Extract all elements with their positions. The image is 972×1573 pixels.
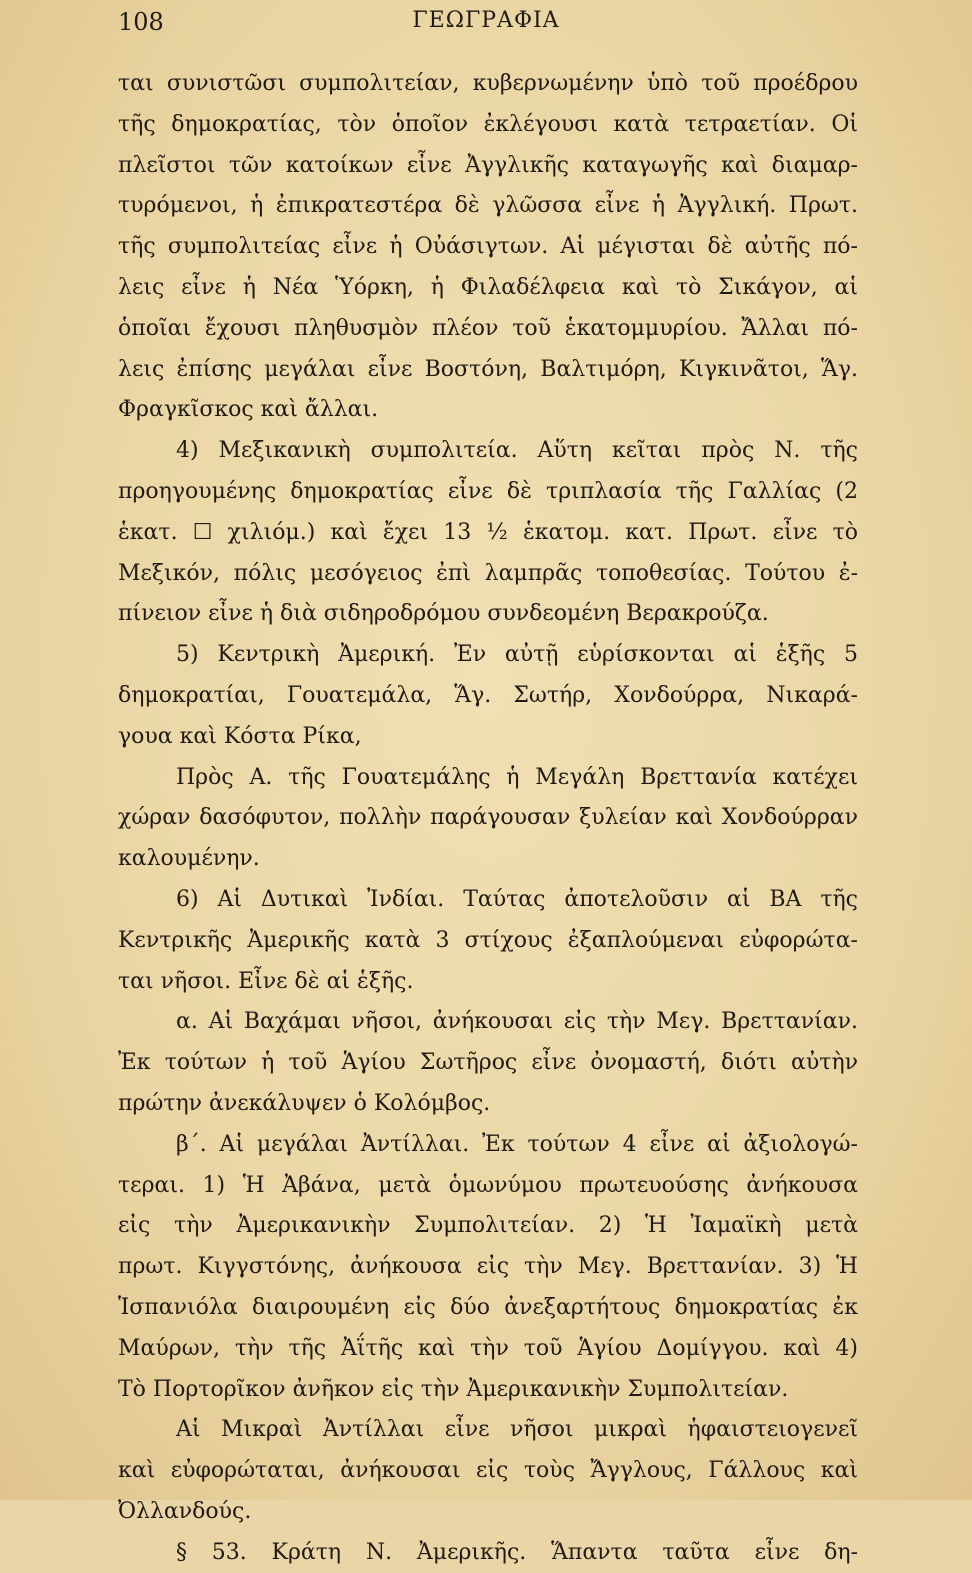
text-line: § 53. Κράτη Ν. Ἀμερικῆς. Ἅπαντα ταῦτα εἶνε δη- — [176, 1539, 858, 1565]
text-line: χώραν δασόφυτον, πολλὴν παράγουσαν ξυλείαν καὶ Χονδούρραν — [118, 805, 858, 831]
text-line: τῆς συμπολιτείας εἶνε ἡ Οὐάσιγτων. Αἱ μέγισται δὲ αὐτῆς πό- — [118, 234, 858, 260]
text-line: πρώτην ἀνεκάλυψεν ὁ Κολόμβος. — [118, 1090, 491, 1116]
text-line: Φραγκῖσκος καὶ ἄλλαι. — [118, 397, 379, 423]
text-line: λεις ἐπίσης μεγάλαι εἶνε Βοστόνη, Βαλτιμόρη, Κιγκινᾶτοι, Ἅγ. — [118, 356, 858, 382]
text-line: πλεῖστοι τῶν κατοίκων εἶνε Ἀγγλικῆς καταγωγῆς καὶ διαμαρ- — [118, 152, 858, 178]
body-text — [118, 64, 858, 1573]
text-line: πρωτ. Κιγγστόνης, ἀνήκουσα εἰς τὴν Μεγ. Βρεττανίαν. 3) Ἡ — [118, 1254, 858, 1280]
text-line: β΄. Αἱ μεγάλαι Ἀντίλλαι. Ἐκ τούτων 4 εἶνε αἱ ἀξιολογώ- — [176, 1131, 858, 1157]
text-line: Τὸ Πορτορῖκον ἀνῆκον εἰς τὴν Ἀμερικανικὴν Συμπολιτείαν. — [118, 1376, 789, 1402]
page-header — [118, 8, 854, 48]
text-line: πίνειον εἶνε ἡ διὰ σιδηροδρόμου συνδεομένη Βερακρούζα. — [118, 601, 769, 627]
text-line: λεις εἶνε ἡ Νέα Ὑόρκη, ἡ Φιλαδέλφεια καὶ τὸ Σικάγον, αἱ — [118, 274, 858, 300]
text-line: τεραι. 1) Ἡ Ἀβάνα, μετὰ ὁμωνύμου πρωτευούσης ἀνήκουσα — [118, 1172, 858, 1198]
text-line: Μεξικόν, πόλις μεσόγειος ἐπὶ λαμπρᾶς τοποθεσίας. Τούτου ἐ- — [118, 560, 858, 586]
text-line: Μαύρων, τὴν τῆς Ἀΐτῆς καὶ τὴν τοῦ Ἁγίου Δομίγγου. καὶ 4) — [118, 1335, 858, 1361]
text-line: εἰς τὴν Ἀμερικανικὴν Συμπολιτείαν. 2) Ἡ Ἰαμαϊκὴ μετὰ — [118, 1213, 858, 1239]
text-line: τῆς δημοκρατίας, τὸν ὁποῖον ἐκλέγουσι κατὰ τετραετίαν. Οἱ — [118, 111, 858, 137]
text-line: δημοκρατίαι, Γουατεμάλα, Ἅγ. Σωτήρ, Χονδούρρα, Νικαρά- — [118, 682, 858, 708]
text-line: Ἱσπανιόλα διαιρουμένη εἰς δύο ἀνεξαρτήτους δημοκρατίας ἐκ — [118, 1294, 858, 1320]
text-line: ὁποῖαι ἔχουσι πληθυσμὸν πλέον τοῦ ἑκατομμυρίου. Ἄλλαι πό- — [118, 315, 858, 341]
page-number: 108 — [118, 8, 164, 36]
text-line: 6) Αἱ Δυτικαὶ Ἰνδίαι. Ταύτας ἀποτελοῦσιν αἱ ΒΑ τῆς — [176, 886, 858, 912]
text-line: α. Αἱ Βαχάμαι νῆσοι, ἀνήκουσαι εἰς τὴν Μεγ. Βρεττανίαν. — [176, 1009, 858, 1035]
text-line: γουα καὶ Κόστα Ρίκα, — [118, 723, 362, 749]
text-line: Κεντρικῆς Ἀμερικῆς κατὰ 3 στίχους ἐξαπλούμεναι εὐφορώτα- — [118, 927, 858, 953]
text-line: 5) Κεντρικὴ Ἀμερική. Ἐν αὐτῇ εὑρίσκονται αἱ ἑξῆς 5 — [176, 642, 858, 668]
text-line: Αἱ Μικραὶ Ἀντίλλαι εἶνε νῆσοι μικραὶ ἡφαιστειογενεῖ — [176, 1417, 858, 1443]
text-line: ται συνιστῶσι συμπολιτείαν, κυβερνωμένην ὑπὸ τοῦ προέδρου — [118, 71, 858, 96]
text-line: τυρόμενοι, ἡ ἐπικρατεστέρα δὲ γλῶσσα εἶνε ἡ Ἀγγλική. Πρωτ. — [118, 193, 858, 219]
text-line: Πρὸς Α. τῆς Γουατεμάλης ἡ Μεγάλη Βρεττανία κατέχει — [176, 764, 858, 790]
text-line: ται νῆσοι. Εἶνε δὲ αἱ ἑξῆς. — [118, 968, 414, 994]
text-line: ἑκατ. ☐ χιλιόμ.) καὶ ἔχει 13 ½ ἑκατομ. κατ. Πρωτ. εἶνε τὸ — [118, 519, 858, 545]
text-line: Ὀλλανδούς. — [118, 1498, 252, 1524]
text-line: καὶ εὐφορώταται, ἀνήκουσαι εἰς τοὺς Ἄγγλους, Γάλλους καὶ — [118, 1458, 858, 1484]
text-line: προηγουμένης δημοκρατίας εἶνε δὲ τριπλασία τῆς Γαλλίας (2 — [118, 478, 858, 504]
text-line: 4) Μεξικανικὴ συμπολιτεία. Αὕτη κεῖται πρὸς Ν. τῆς — [176, 438, 858, 464]
text-line: καλουμένην. — [118, 846, 260, 872]
text-line: Ἐκ τούτων ἡ τοῦ Ἁγίου Σωτῆρος εἶνε ὀνομαστή, διότι αὐτὴν — [118, 1050, 858, 1076]
running-title: ΓΕΩΓΡΑΦΙΑ — [412, 8, 560, 33]
